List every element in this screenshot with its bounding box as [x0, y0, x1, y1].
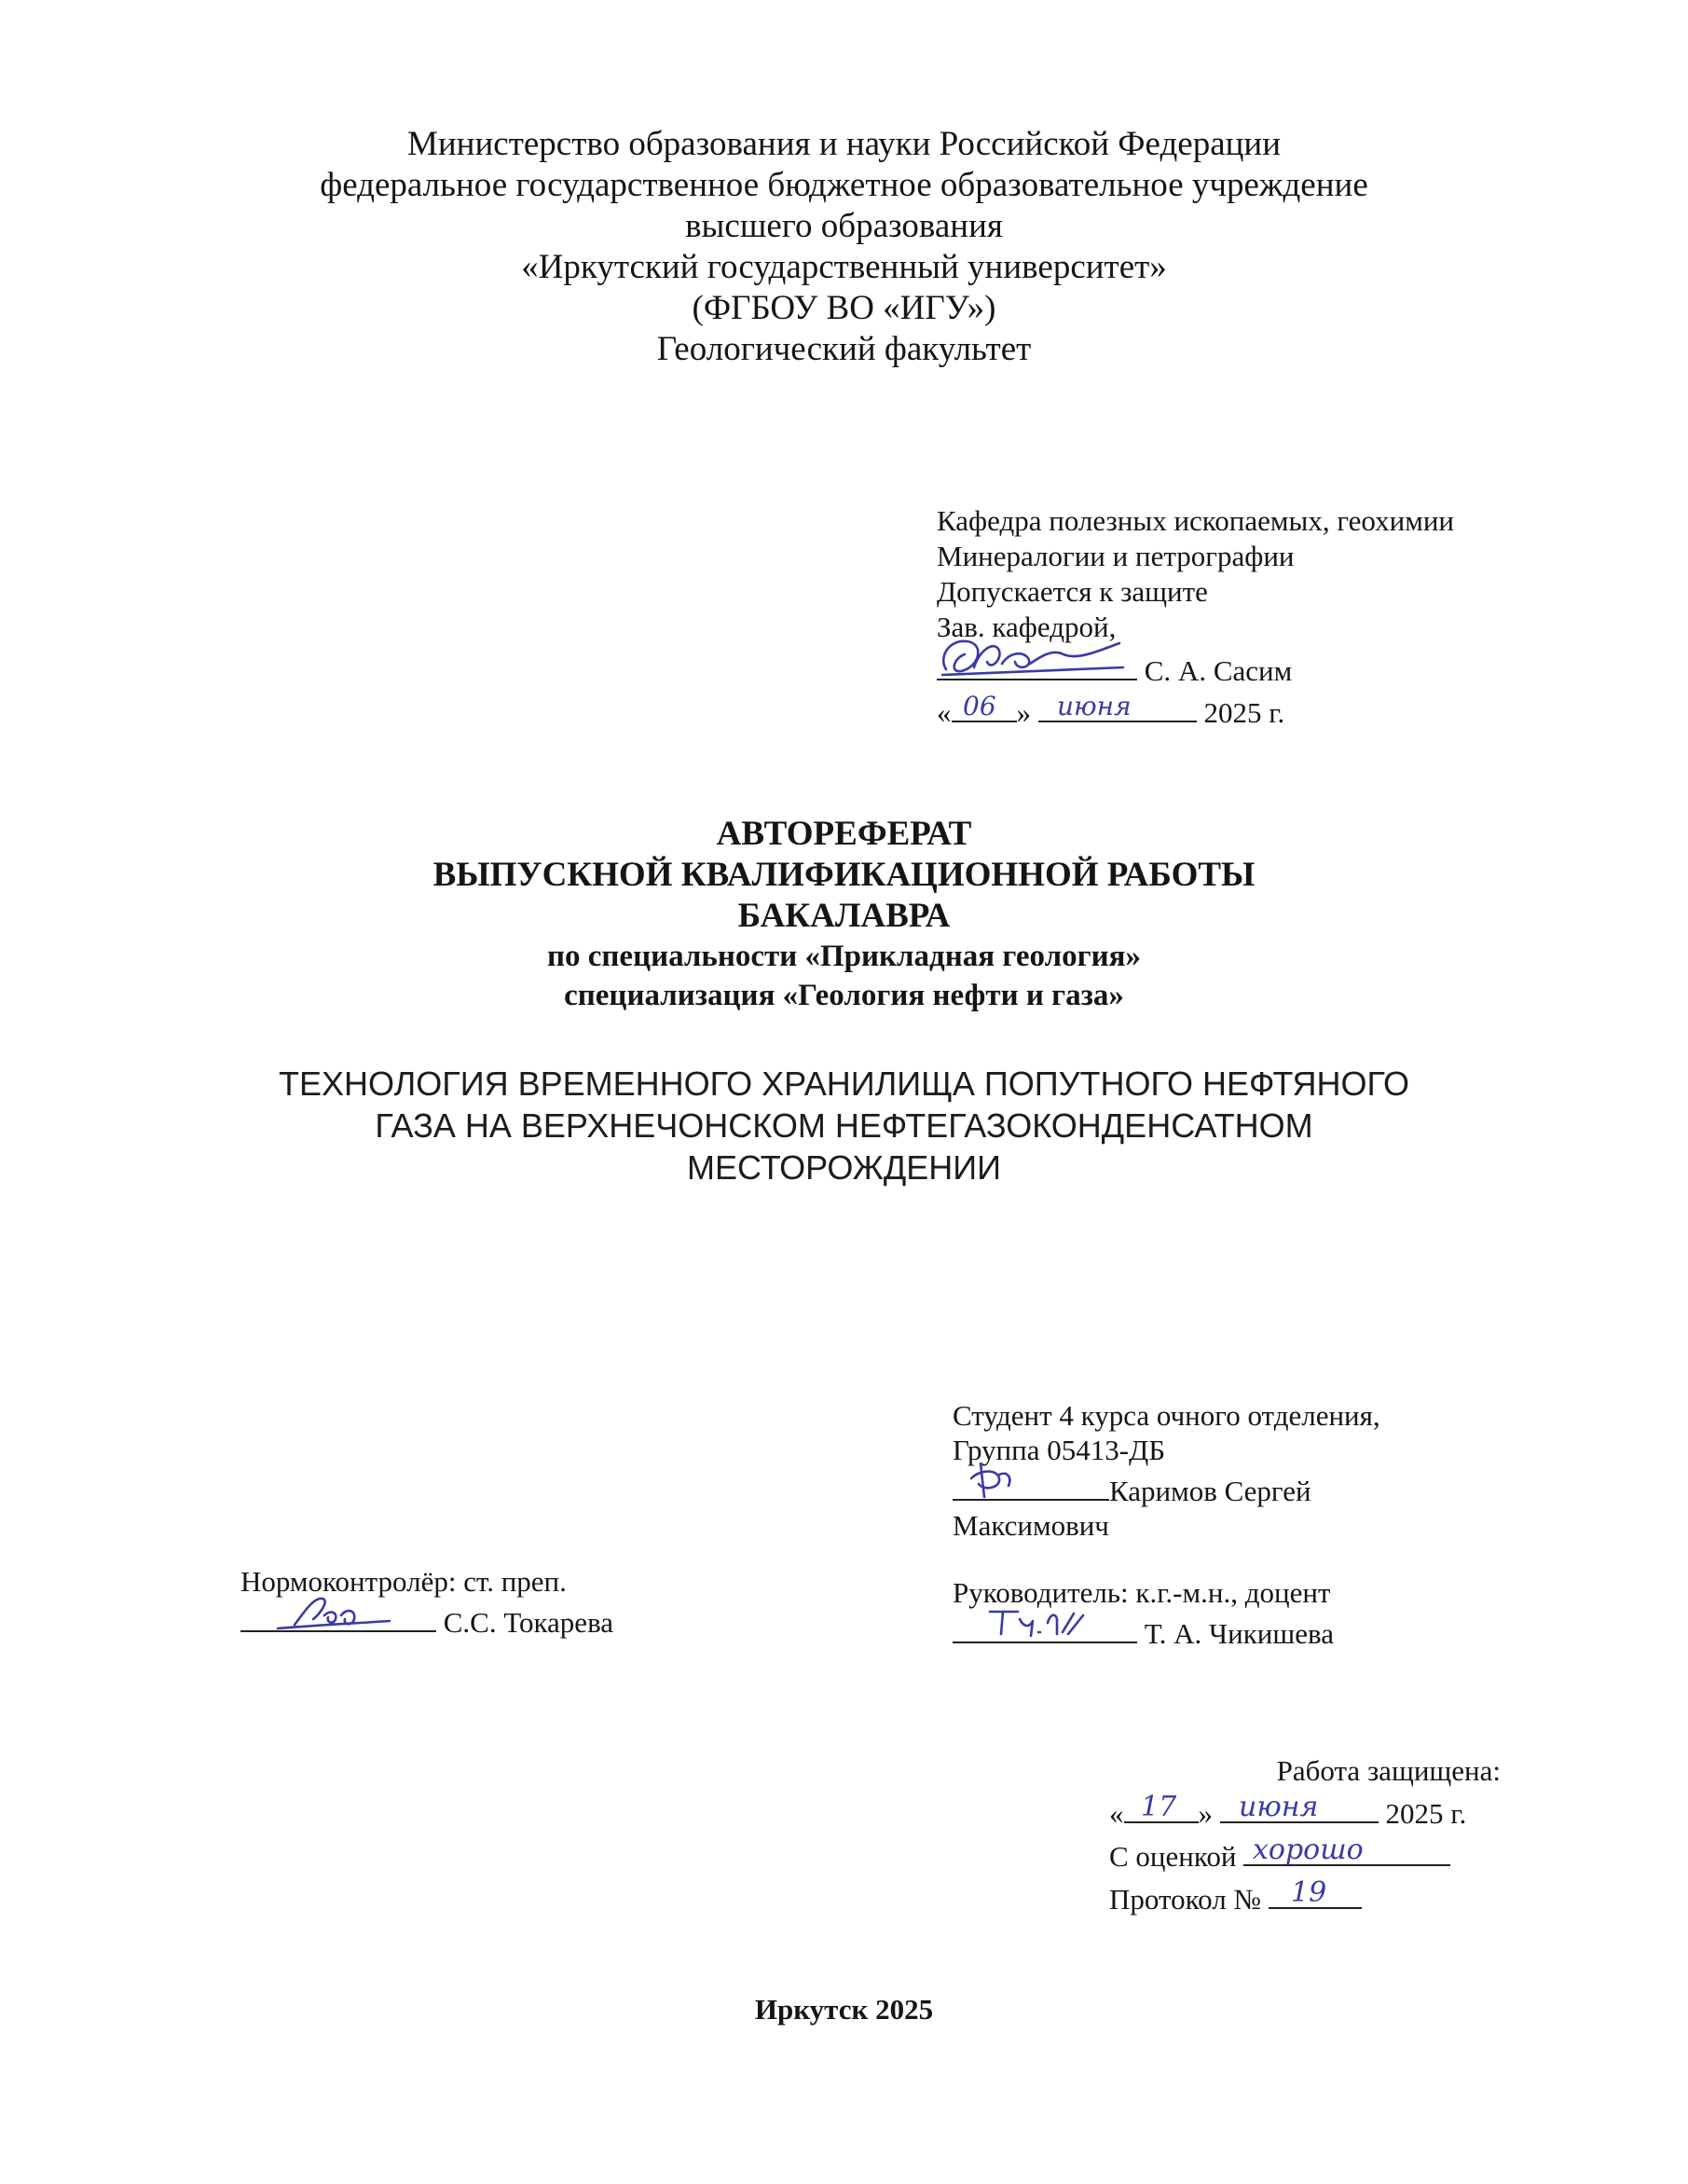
normocontrol-name: С.С. Токарева [443, 1606, 614, 1639]
supervisor-signature-row [953, 1610, 1334, 1651]
defense-year: 2025 г. [1385, 1797, 1467, 1830]
document-title-block [0, 814, 1688, 1015]
institution-header [0, 124, 1688, 370]
student-signature-row [953, 1467, 1380, 1508]
head-signature-row [937, 645, 1454, 689]
admit-to-defense: Допускается к защите [937, 575, 1208, 608]
topic-line-3: МЕСТОРОЖДЕНИИ [687, 1148, 1001, 1187]
city-year: Иркутск 2025 [754, 1993, 934, 2026]
defense-month: июня [1238, 1791, 1319, 1823]
normocontrol-block [240, 1564, 613, 1640]
approval-day-field [952, 689, 1017, 722]
university-abbreviation: (ФГБОУ ВО «ИГУ») [692, 289, 996, 327]
student-name-first: Каримов Сергей [1109, 1475, 1311, 1507]
supervisor-signature-icon [953, 1599, 1137, 1645]
approval-day: 06 [962, 691, 996, 721]
defense-month-field [1220, 1790, 1379, 1823]
protocol-label: Протокол № [1109, 1883, 1261, 1916]
supervisor-label: Руководитель: к.г.-м.н., доцент [953, 1576, 1331, 1609]
department-line-1: Кафедра полезных ископаемых, геохимии [937, 504, 1455, 537]
normocontrol-signature-icon [240, 1587, 436, 1634]
defense-day: 17 [1140, 1791, 1176, 1823]
defense-block [1109, 1752, 1501, 1918]
document-type: АВТОРЕФЕРАТ [716, 815, 972, 853]
approval-date-row: « 06 » июня 2025 г. [937, 691, 1285, 729]
topic-line-2: ГАЗА НА ВЕРХНЕЧОНСКОМ НЕФТЕГАЗОКОНДЕНСАТНОМ [375, 1106, 1313, 1145]
protocol-value: 19 [1290, 1876, 1326, 1909]
head-of-department-label: Зав. кафедрой, [937, 611, 1117, 643]
education-level-line: высшего образования [685, 207, 1003, 245]
head-signature-icon [937, 630, 1137, 682]
student-group: Группа 05413-ДБ [953, 1434, 1166, 1466]
institution-type-line: федеральное государственное бюджетное образовательное учреждение [320, 166, 1368, 204]
head-signature-line [937, 645, 1137, 680]
department-approval-block [937, 503, 1454, 731]
head-name: С. А. Сасим [1144, 654, 1293, 687]
topic-line-1: ТЕХНОЛОГИЯ ВРЕМЕННОГО ХРАНИЛИЩА ПОПУТНОГО НЕФТЯНОГО [279, 1065, 1409, 1103]
department-line-2: Минералогии и петрографии [937, 540, 1295, 572]
faculty-name: Геологический факультет [656, 330, 1032, 368]
approval-year: 2025 г. [1203, 696, 1285, 729]
protocol-row [1109, 1875, 1501, 1918]
normocontrol-signature-line [240, 1599, 436, 1632]
supervisor-signature-line [953, 1610, 1137, 1643]
thesis-topic [0, 1063, 1688, 1188]
work-type: ВЫПУСКНОЙ КВАЛИФИКАЦИОННОЙ РАБОТЫ [432, 856, 1256, 894]
defense-date-row: « 17 » июня 2025 г. [1109, 1791, 1467, 1830]
supervisor-block [953, 1575, 1334, 1651]
student-course: Студент 4 курса очного отделения, [953, 1399, 1380, 1432]
student-signature-line [953, 1467, 1109, 1501]
defense-day-field [1124, 1790, 1199, 1823]
university-name: «Иркутский государственный университет» [521, 248, 1167, 286]
normocontrol-signature-row [240, 1599, 613, 1640]
specialization: специализация «Геология нефти и газа» [564, 979, 1124, 1012]
supervisor-name: Т. А. Чикишева [1144, 1617, 1334, 1650]
protocol-field [1269, 1875, 1362, 1909]
specialty: по специальности «Прикладная геология» [547, 940, 1141, 973]
approval-month-field [1038, 689, 1197, 722]
grade-value: хорошо [1253, 1834, 1364, 1866]
degree-level: БАКАЛАВРА [737, 897, 951, 935]
normocontrol-label: Нормоконтролёр: ст. преп. [240, 1565, 567, 1598]
approval-month: июня [1056, 691, 1132, 721]
grade-field [1243, 1833, 1450, 1866]
grade-label: С оценкой [1109, 1840, 1237, 1873]
ministry-line: Министерство образования и науки Российской Федерации [406, 125, 1282, 163]
student-name-patronymic: Максимович [953, 1509, 1109, 1542]
student-block [953, 1398, 1380, 1543]
student-signature-icon [953, 1456, 1109, 1503]
defense-label: Работа защищена: [1276, 1754, 1501, 1787]
